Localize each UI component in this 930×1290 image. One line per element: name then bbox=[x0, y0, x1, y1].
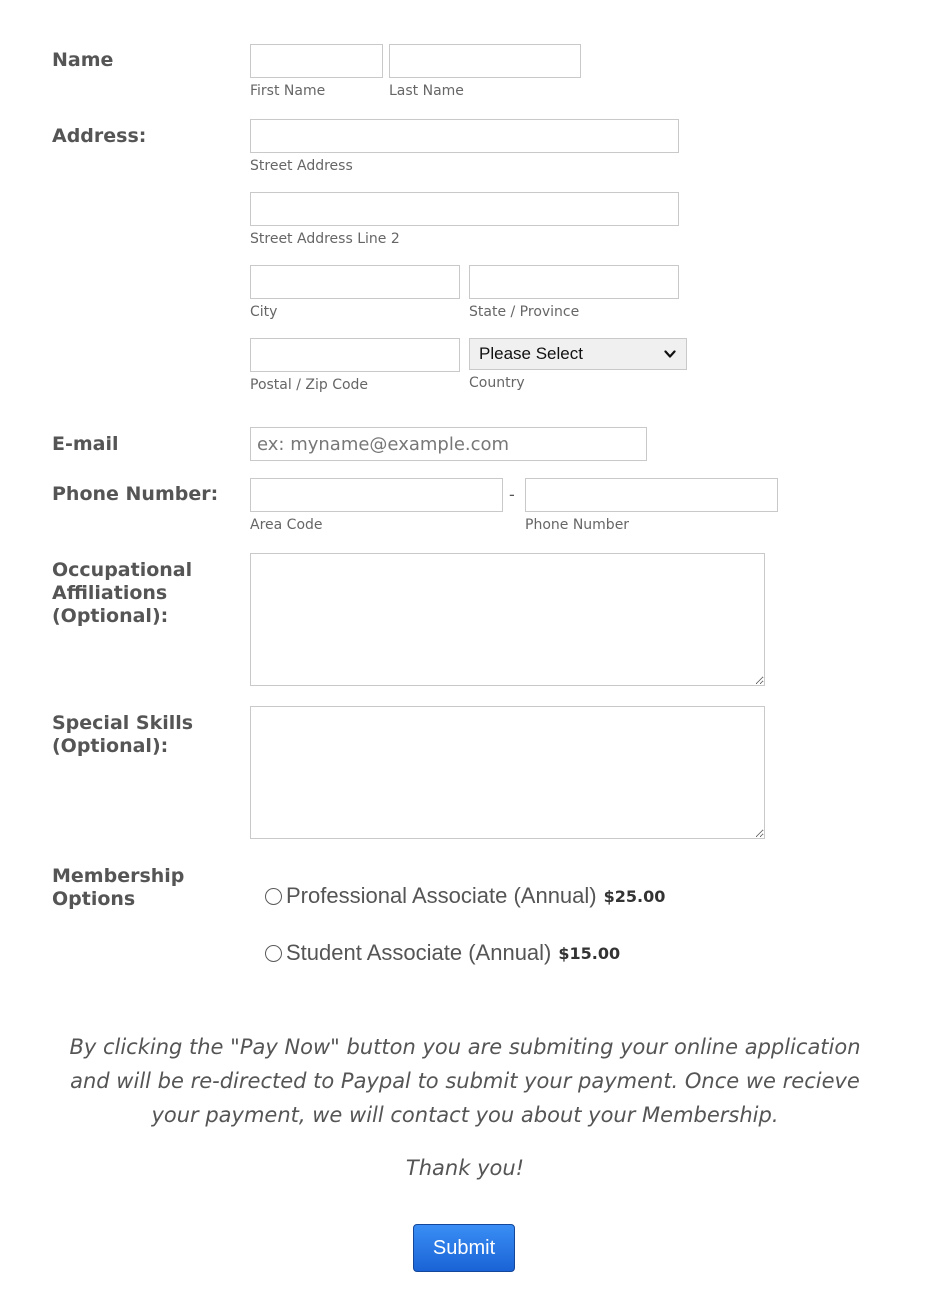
last-name-sublabel: Last Name bbox=[389, 83, 464, 99]
first-name-input[interactable] bbox=[250, 44, 383, 78]
payment-notice-line: and will be re-directed to Paypal to submit your payment. Once we recieve bbox=[70, 1069, 860, 1093]
city-input[interactable] bbox=[250, 265, 460, 299]
professional-radio[interactable] bbox=[265, 888, 282, 905]
last-name-input[interactable] bbox=[389, 44, 581, 78]
occupational-label-line: Occupational bbox=[52, 559, 193, 581]
payment-notice-line: your payment, we will contact you about your Membership. bbox=[151, 1103, 779, 1127]
student-radio[interactable] bbox=[265, 945, 282, 962]
street-address-sublabel: Street Address bbox=[250, 158, 353, 174]
membership-option-label: Professional Associate (Annual) bbox=[286, 883, 597, 908]
postal-zip-input[interactable] bbox=[250, 338, 460, 372]
street-address-input[interactable] bbox=[250, 119, 679, 153]
name-label: Name bbox=[52, 49, 114, 71]
chevron-down-icon bbox=[664, 349, 676, 359]
thank-you-text: Thank you! bbox=[405, 1156, 525, 1180]
state-province-input[interactable] bbox=[469, 265, 679, 299]
submit-button[interactable]: Submit bbox=[413, 1224, 515, 1272]
city-sublabel: City bbox=[250, 304, 278, 320]
state-province-sublabel: State / Province bbox=[469, 304, 580, 320]
membership-label-line: Membership bbox=[52, 865, 185, 887]
membership-option-student[interactable] bbox=[265, 940, 620, 966]
occupational-label-line: Affiliations bbox=[52, 582, 168, 604]
special-skills-label-line: (Optional): bbox=[52, 735, 169, 757]
phone-number-sublabel: Phone Number bbox=[525, 517, 630, 533]
special-skills-label-line: Special Skills bbox=[52, 712, 194, 734]
membership-options-label bbox=[52, 865, 184, 911]
email-label: E-mail bbox=[52, 433, 119, 455]
occupational-affiliations-label bbox=[52, 559, 192, 628]
membership-option-professional[interactable] bbox=[265, 883, 665, 909]
area-code-input[interactable] bbox=[250, 478, 503, 512]
special-skills-label bbox=[52, 712, 193, 758]
phone-label: Phone Number: bbox=[52, 483, 219, 505]
first-name-sublabel: First Name bbox=[250, 83, 326, 99]
payment-notice bbox=[40, 1030, 890, 1132]
phone-separator: - bbox=[509, 485, 515, 504]
membership-option-price: $25.00 bbox=[603, 886, 666, 906]
street-address-line2-input[interactable] bbox=[250, 192, 679, 226]
membership-label-line: Options bbox=[52, 888, 136, 910]
country-select[interactable] bbox=[469, 338, 687, 370]
postal-zip-sublabel: Postal / Zip Code bbox=[250, 377, 369, 393]
occupational-label-line: (Optional): bbox=[52, 605, 169, 627]
special-skills-textarea[interactable] bbox=[250, 706, 765, 839]
membership-option-price: $15.00 bbox=[558, 943, 621, 963]
country-select-value: Please Select bbox=[479, 344, 583, 363]
country-sublabel: Country bbox=[469, 375, 525, 391]
street-address-line2-sublabel: Street Address Line 2 bbox=[250, 231, 400, 247]
occupational-affiliations-textarea[interactable] bbox=[250, 553, 765, 686]
phone-number-input[interactable] bbox=[525, 478, 778, 512]
payment-notice-line: By clicking the "Pay Now" button you are submiting your online application bbox=[69, 1035, 861, 1059]
area-code-sublabel: Area Code bbox=[250, 517, 323, 533]
address-label: Address: bbox=[52, 125, 147, 147]
email-input[interactable] bbox=[250, 427, 647, 461]
membership-option-label: Student Associate (Annual) bbox=[286, 940, 552, 965]
